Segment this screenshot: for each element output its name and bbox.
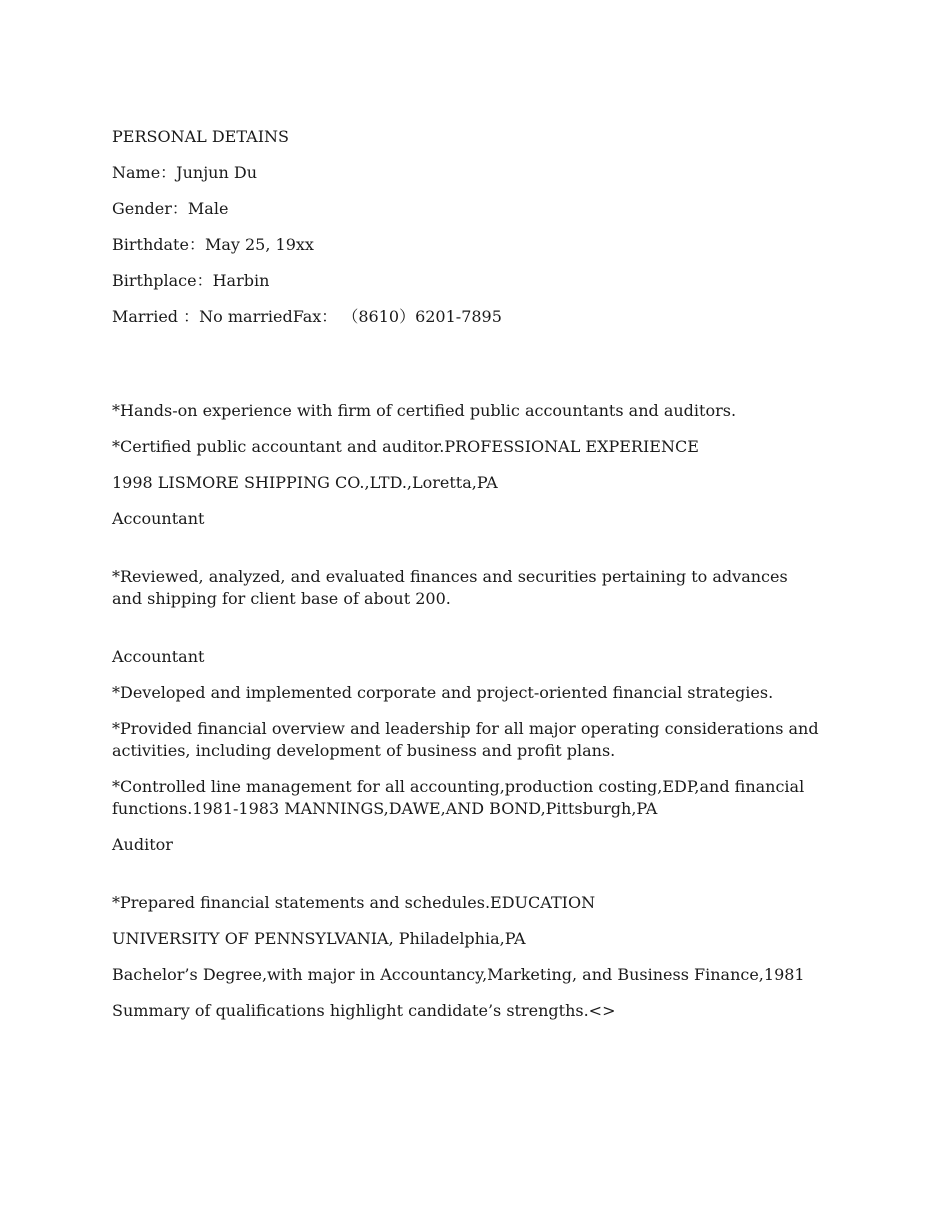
- job-title: Accountant: [112, 509, 205, 528]
- degree-line: Bachelor’s Degree,with major in Accountancy,Marketing, and Business Finance,1981: [112, 965, 805, 984]
- gender-line: Gender：Male: [112, 199, 229, 218]
- summary-line: *Certified public accountant and auditor.PROFESSIONAL EXPERIENCE: [112, 437, 699, 456]
- experience-bullet: *Developed and implemented corporate and project-oriented financial strategies.: [112, 683, 774, 702]
- birthplace-line: Birthplace：Harbin: [112, 271, 270, 290]
- resume-document: [112, 126, 822, 1036]
- spacer: [112, 870, 822, 892]
- experience-bullet: *Reviewed, analyzed, and evaluated finances and securities pertaining to advances and shipping for client base of about 200.: [112, 567, 793, 608]
- summary-note: Summary of qualifications highlight candidate’s strengths.<>: [112, 1001, 616, 1020]
- experience-bullet: *Provided financial overview and leadership for all major operating considerations and activities, including development of business and profit plans.: [112, 719, 824, 760]
- name-line: Name：Junjun Du: [112, 163, 257, 182]
- company-line: 1998 LISMORE SHIPPING CO.,LTD.,Loretta,PA: [112, 473, 498, 492]
- experience-bullet: *Controlled line management for all accounting,production costing,EDP,and financial functions.1981-1983 MANNINGS,DAWE,AND BOND,Pittsburgh,PA: [112, 777, 810, 818]
- summary-line: *Hands-on experience with firm of certified public accountants and auditors.: [112, 401, 737, 420]
- experience-bullet: *Prepared financial statements and schedules.EDUCATION: [112, 893, 596, 912]
- spacer: [112, 624, 822, 646]
- birthdate-line: Birthdate：May 25, 19xx: [112, 235, 314, 254]
- married-fax-line: Married ：No marriedFax： （8610）6201-7895: [112, 307, 502, 326]
- school-line: UNIVERSITY OF PENNSYLVANIA, Philadelphia,PA: [112, 929, 526, 948]
- spacer: [112, 544, 822, 566]
- section-heading-personal-details: PERSONAL DETAINS: [112, 127, 289, 146]
- job-title: Accountant: [112, 647, 205, 666]
- spacer: [112, 342, 822, 400]
- job-title: Auditor: [112, 835, 173, 854]
